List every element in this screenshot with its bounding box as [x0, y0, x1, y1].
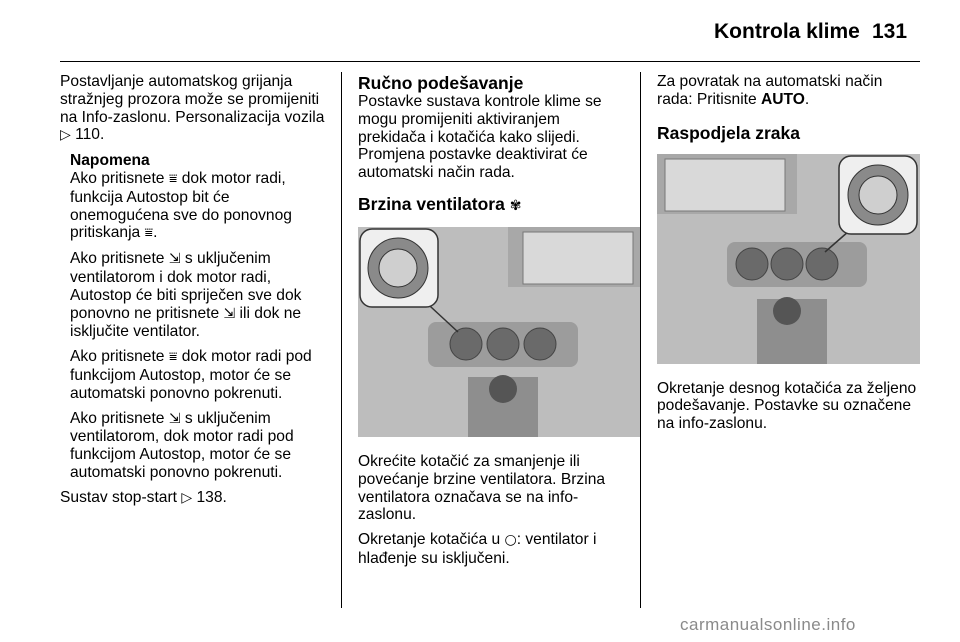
- paragraph: Okrećite kotačić za smanjenje ili povećanje brzine ventilatora. Brzina ventilatora označava se na info-zaslonu.: [358, 452, 606, 524]
- defrost-icon: ⩸: [168, 349, 178, 366]
- climate-control-photo-left: [358, 227, 640, 437]
- fan-icon: ✾: [509, 197, 522, 214]
- column-2: [358, 73, 630, 575]
- defrost-icon: ⩸: [144, 225, 154, 242]
- airflow-icon: ⇲: [168, 251, 181, 268]
- column-divider-1: [341, 72, 342, 608]
- note-box: Napomena Ako pritisnete ⩸ dok motor radi, funkcija Autostop bit će onemogućena sve do ponovnog pritiskanja ⩸. Ako pritisnete ⇲ s uključenim ventilatorom i dok motor radi, Autostop će biti spriječen sve dok ponovno ne pritisnete ⇲ ili dok ne isključite ventilator. Ako pritisnete ⩸ dok motor radi pod funkcijom Autostop, motor će se automatski ponovno pokrenuti. Ako pritisnete ⇲ s uključenim ventilatorom, dok motor radi pod funkcijom Autostop, motor će se automatski ponovno pokrenuti.: [70, 152, 312, 481]
- paragraph: Postavke sustava kontrole klime se mogu promijeniti aktiviranjem prekidača i kotačića kako slijedi. Promjena postavke deaktivirat će automatski način rada.: [358, 93, 602, 182]
- header-rule: [60, 61, 920, 62]
- reference-arrow-icon: ▷: [181, 489, 193, 506]
- heading-fan-speed: Brzina ventilatora ✾: [358, 193, 522, 214]
- paragraph: Okretanje kotačića u ○: ventilator i hlađenje su isključeni.: [358, 531, 597, 567]
- section-title: Kontrola klime: [714, 20, 860, 43]
- column-3: [657, 73, 922, 440]
- paragraph: Za povratak na automatski način rada: Pritisnite AUTO.: [657, 73, 883, 108]
- watermark: carmanualsonline.info: [680, 615, 856, 634]
- page-number: 131: [872, 20, 908, 43]
- off-circle-icon: ○: [504, 532, 517, 549]
- defrost-icon: ⩸: [168, 170, 178, 187]
- column-divider-2: [640, 72, 641, 608]
- reference-arrow-icon: ▷: [60, 127, 71, 144]
- paragraph: Okretanje desnog kotačića za željeno podešavanje. Postavke su označene na info-zaslonu.: [657, 379, 917, 433]
- note-title: Napomena: [70, 152, 150, 170]
- column-1: [60, 73, 332, 515]
- climate-control-photo-right: [657, 154, 920, 364]
- auto-button-label: AUTO: [761, 90, 805, 108]
- paragraph: Postavljanje automatskog grijanja stražnjeg prozora može se promijeniti na Info-zaslonu. Personalizacija vozila ▷ 110.: [60, 73, 325, 144]
- airflow-icon: ⇲: [223, 305, 236, 322]
- heading-manual-adjustment: Ručno podešavanje: [358, 73, 524, 93]
- airflow-icon: ⇲: [168, 410, 181, 427]
- heading-air-distribution: Raspodjela zraka: [657, 122, 800, 143]
- paragraph: Sustav stop-start ▷ 138.: [60, 488, 227, 506]
